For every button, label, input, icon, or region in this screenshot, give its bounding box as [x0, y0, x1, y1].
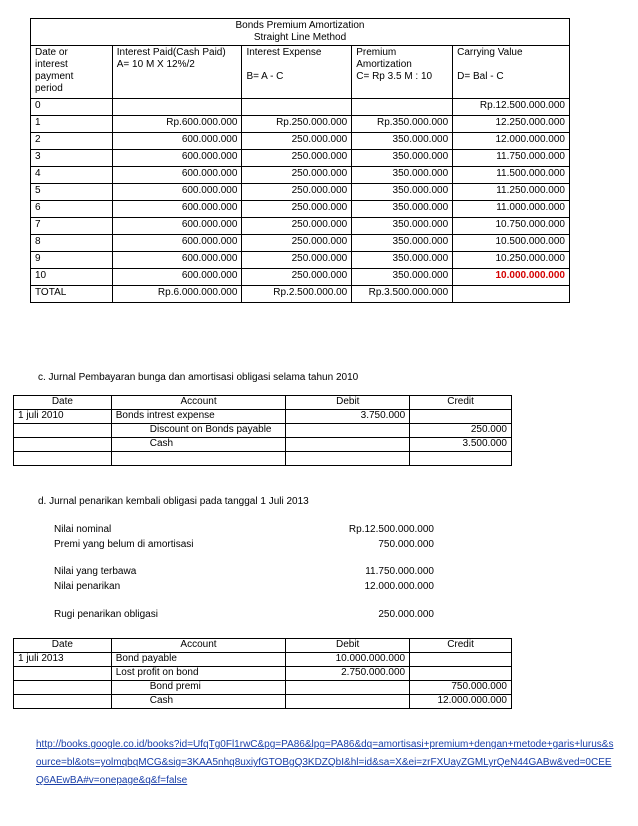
calc-line: Nilai nominal Rp.12.500.000.000: [54, 524, 434, 535]
table-row: 0 Rp.12.500.000.000: [31, 99, 570, 116]
table-row: 10 600.000.000 250.000.000 350.000.000 10.000.000.000: [31, 269, 570, 286]
table-row: Bond premi 750.000.000: [14, 681, 512, 695]
title-line-2: Straight Line Method: [253, 32, 347, 43]
table-row: Lost profit on bond 2.750.000.000: [14, 667, 512, 681]
table-row: 3 600.000.000 250.000.000 350.000.000 11.750.000.000: [31, 150, 570, 167]
table-row: Cash 3.500.000: [14, 438, 512, 452]
table-row: 6 600.000.000 250.000.000 350.000.000 11.000.000.000: [31, 201, 570, 218]
journal-header-row: Date Account Debit Credit: [14, 639, 512, 653]
calc-line: Nilai penarikan 12.000.000.000: [54, 581, 434, 592]
header-premium-amortization: Premium Amortization C= Rp 3.5 M : 10: [352, 46, 453, 99]
source-link[interactable]: http://books.google.co.id/books?id=UfqTg0Fl1rwC&pg=PA86&lpg=PA86&dq=amortisasi+premium+dengan+metode+garis+lurus&source=bl&ots=yolmqbqMCG&sig=3KAA5nhq8uxiyfGTOBgQ3KDZQbI&hl=id&sa=X&ei=zrFXUayZGMLyrQeN44GABw&ved=0CEEQ6AEwBA#v=onepage&q&f=false: [36, 739, 614, 786]
table-row: Discount on Bonds payable 250.000: [14, 424, 512, 438]
table-row: 8 600.000.000 250.000.000 350.000.000 10.500.000.000: [31, 235, 570, 252]
table-row: 2 600.000.000 250.000.000 350.000.000 12.000.000.000: [31, 133, 570, 150]
table-row: 1 juli 2010 Bonds intrest expense 3.750.000: [14, 410, 512, 424]
section-d-heading: d. Jurnal penarikan kembali obligasi pada tanggal 1 Juli 2013: [38, 496, 309, 507]
header-date: Date or interest payment period: [31, 46, 113, 99]
table-row: Cash 12.000.000.000: [14, 695, 512, 709]
amortization-title: [31, 19, 570, 46]
calc-line: Premi yang belum di amortisasi 750.000.000: [54, 539, 434, 550]
amortization-total-row: TOTAL Rp.6.000.000.000 Rp.2.500.000.00 Rp.3.500.000.000: [31, 286, 570, 303]
table-row: [14, 452, 512, 466]
header-carrying-value: Carrying Value D= Bal - C: [453, 46, 570, 99]
header-interest-expense: Interest Expense B= A - C: [242, 46, 352, 99]
table-row: 4 600.000.000 250.000.000 350.000.000 11.500.000.000: [31, 167, 570, 184]
journal-table-2013: [13, 638, 512, 709]
amortization-header-row: [31, 46, 570, 99]
section-c-heading: c. Jurnal Pembayaran bunga dan amortisasi obligasi selama tahun 2010: [38, 372, 359, 383]
table-row: 1 juli 2013 Bond payable 10.000.000.000: [14, 653, 512, 667]
journal-table-2010: [13, 395, 512, 466]
table-row: 1 Rp.600.000.000 Rp.250.000.000 Rp.350.000.000 12.250.000.000: [31, 116, 570, 133]
table-row: 7 600.000.000 250.000.000 350.000.000 10.750.000.000: [31, 218, 570, 235]
title-line-1: Bonds Premium Amortization: [235, 20, 365, 31]
table-row: 5 600.000.000 250.000.000 350.000.000 11.250.000.000: [31, 184, 570, 201]
calc-line: Nilai yang terbawa 11.750.000.000: [54, 566, 434, 577]
amortization-table: [30, 18, 570, 303]
calc-line: Rugi penarikan obligasi 250.000.000: [54, 609, 434, 620]
header-interest-paid: Interest Paid(Cash Paid) A= 10 M X 12%/2: [112, 46, 242, 99]
table-row: 9 600.000.000 250.000.000 350.000.000 10.250.000.000: [31, 252, 570, 269]
journal-header-row: Date Account Debit Credit: [14, 396, 512, 410]
